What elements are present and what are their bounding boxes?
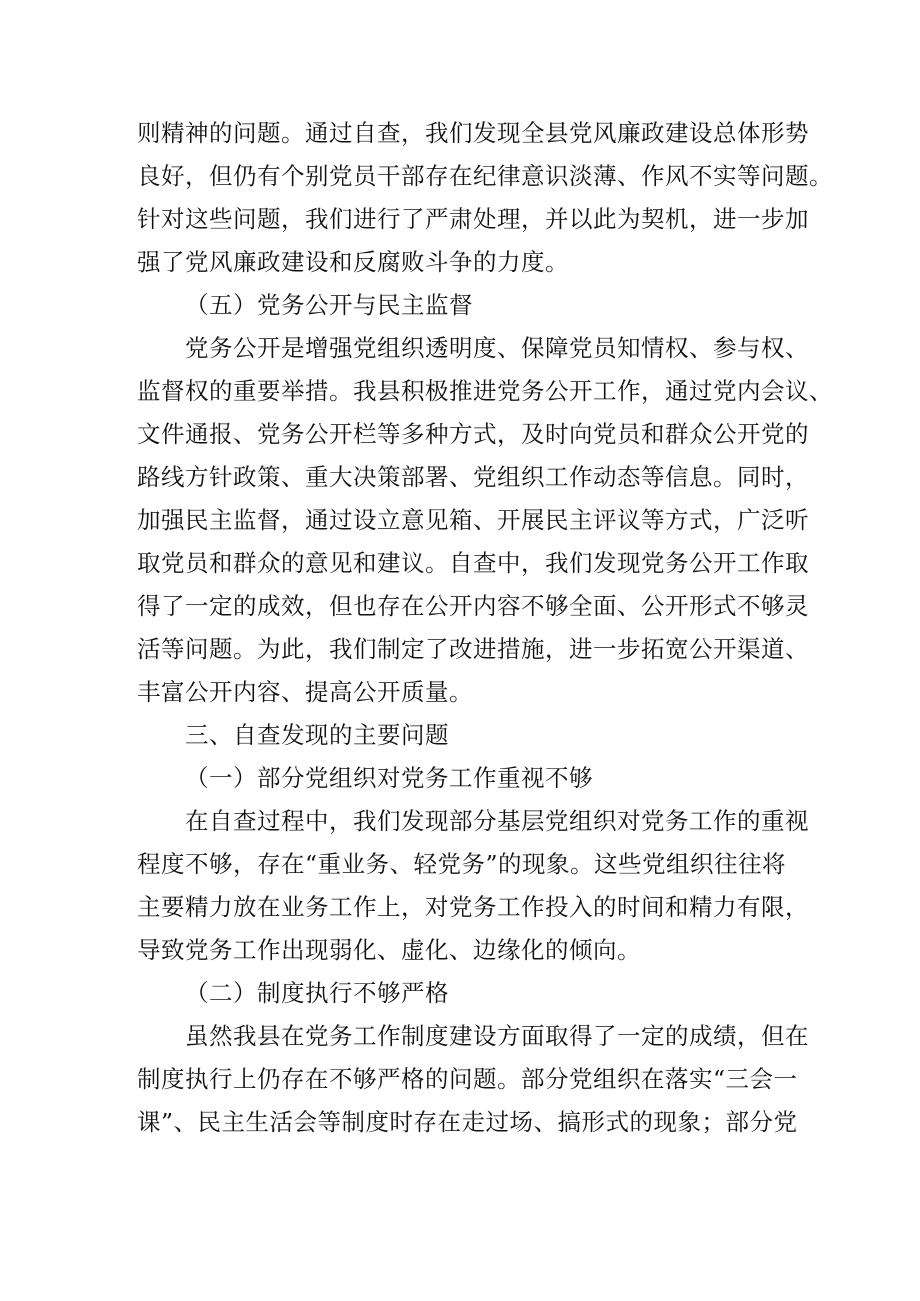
text-line: 活等问题。为此，我们制定了改进措施，进一步拓宽公开渠道、: [137, 635, 809, 663]
section-heading: （五）党务公开与民主监督: [185, 291, 473, 319]
text-line: 监督权的重要举措。我县积极推进党务公开工作，通过党内会议、: [137, 377, 833, 405]
text-line: 丰富公开内容、提高公开质量。: [137, 678, 473, 706]
text-line: 得了一定的成效，但也存在公开内容不够全面、公开形式不够灵: [137, 592, 809, 620]
text-line: 课”、民主生活会等制度时存在走过场、搞形式的现象；部分党: [137, 1108, 798, 1136]
text-line: 主要精力放在业务工作上，对党务工作投入的时间和精力有限，: [137, 893, 809, 921]
text-line: 则精神的问题。通过自查，我们发现全县党风廉政建设总体形势: [137, 119, 809, 147]
text-line: 文件通报、党务公开栏等多种方式，及时向党员和群众公开党的: [137, 420, 809, 448]
text-line: 程度不够，存在“重业务、轻党务”的现象。这些党组织往往将: [137, 850, 787, 878]
paragraph-first-line: 在自查过程中，我们发现部分基层党组织对党务工作的重视: [185, 807, 809, 835]
text-line: 加强民主监督，通过设立意见箱、开展民主评议等方式，广泛听: [137, 506, 809, 534]
text-line: 制度执行上仍存在不够严格的问题。部分党组织在落实“三会一: [137, 1065, 798, 1093]
text-line: 强了党风廉政建设和反腐败斗争的力度。: [137, 248, 569, 276]
paragraph-first-line: 党务公开是增强党组织透明度、保障党员知情权、参与权、: [185, 334, 809, 362]
paragraph-first-line: 虽然我县在党务工作制度建设方面取得了一定的成绩，但在: [185, 1022, 809, 1050]
text-line: 取党员和群众的意见和建议。自查中，我们发现党务公开工作取: [137, 549, 809, 577]
chapter-heading: 三、自查发现的主要问题: [185, 721, 449, 749]
section-heading: （一）部分党组织对党务工作重视不够: [185, 764, 593, 792]
text-line: 导致党务工作出现弱化、虚化、边缘化的倾向。: [137, 936, 641, 964]
text-line: 路线方针政策、重大决策部署、党组织工作动态等信息。同时，: [137, 463, 809, 491]
section-heading: （二）制度执行不够严格: [185, 979, 449, 1007]
text-line: 良好，但仍有个别党员干部存在纪律意识淡薄、作风不实等问题。: [137, 162, 833, 190]
text-line: 针对这些问题，我们进行了严肃处理，并以此为契机，进一步加: [137, 205, 809, 233]
